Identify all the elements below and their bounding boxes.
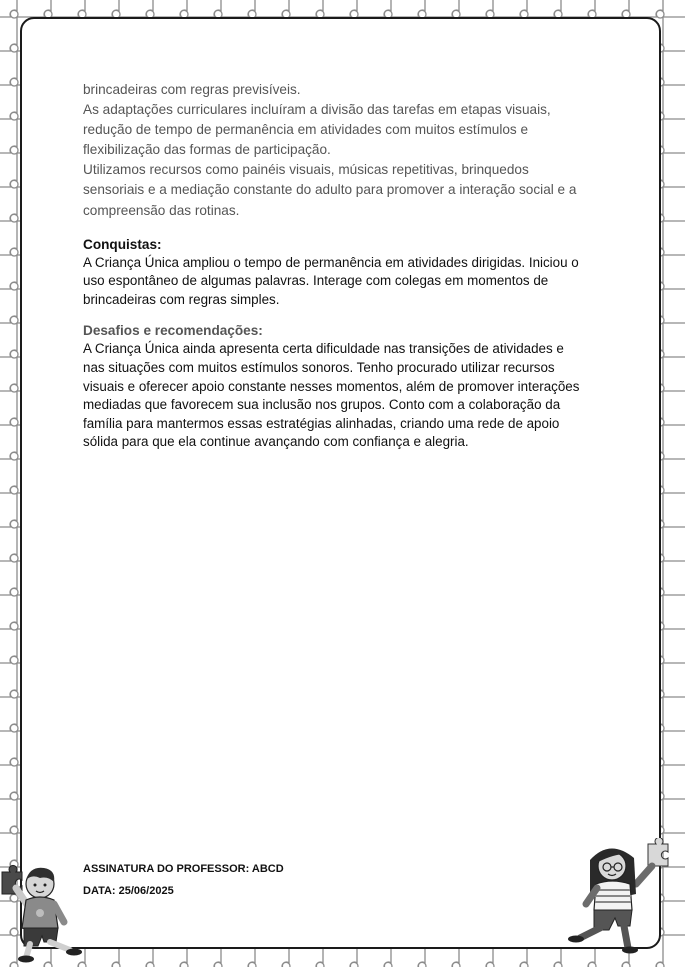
desafios-line: visuais e oferecer apoio constante nesses momentos, além de promover interações (83, 378, 580, 394)
conquistas-section (83, 235, 603, 310)
girl-illustration (566, 838, 678, 958)
intro-line: redução de tempo de permanência em atividades com muitos estímulos e (83, 122, 529, 138)
intro-section (83, 80, 603, 221)
desafios-line: família para mantermos essas estratégias alinhadas, criando uma rede de apoio (83, 415, 560, 431)
desafios-section (83, 321, 603, 452)
conquistas-line: uso espontâneo de algumas palavras. Interage com colegas em momentos de (83, 273, 549, 289)
report-date: DATA: 25/06/2025 (83, 885, 174, 897)
boy-illustration (0, 858, 95, 963)
desafios-line: A Criança Única ainda apresenta certa dificuldade nas transições de atividades e (83, 341, 564, 357)
intro-line: brincadeiras com regras previsíveis. (83, 82, 301, 97)
report-content (83, 80, 603, 452)
desafios-line: mediadas que favorecem sua inclusão nos grupos. Conto com a colaboração da (83, 397, 561, 413)
conquistas-heading: Conquistas: (83, 236, 162, 252)
conquistas-line: brincadeiras com regras simples. (83, 291, 280, 307)
intro-line: As adaptações curriculares incluíram a divisão das tarefas em etapas visuais, (83, 102, 551, 118)
intro-line: Utilizamos recursos como painéis visuais, músicas repetitivas, brinquedos (83, 162, 529, 178)
conquistas-line: A Criança Única ampliou o tempo de permanência em atividades dirigidas. Iniciou o (83, 254, 579, 270)
desafios-line: nas situações com muitos estímulos sonoros. Tenho procurado utilizar recursos (83, 360, 555, 376)
signature-footer (83, 862, 284, 906)
desafios-heading: Desafios e recomendações: (83, 323, 263, 339)
intro-line: sensoriais e a mediação constante do adulto para promover a interação social e a (83, 182, 577, 198)
intro-line: flexibilização das formas de participação. (83, 142, 331, 158)
desafios-line: sólida para que ela continue avançando com confiança e alegria. (83, 434, 469, 450)
intro-line: compreensão das rotinas. (83, 202, 240, 218)
teacher-signature: ASSINATURA DO PROFESSOR: ABCD (83, 863, 284, 875)
